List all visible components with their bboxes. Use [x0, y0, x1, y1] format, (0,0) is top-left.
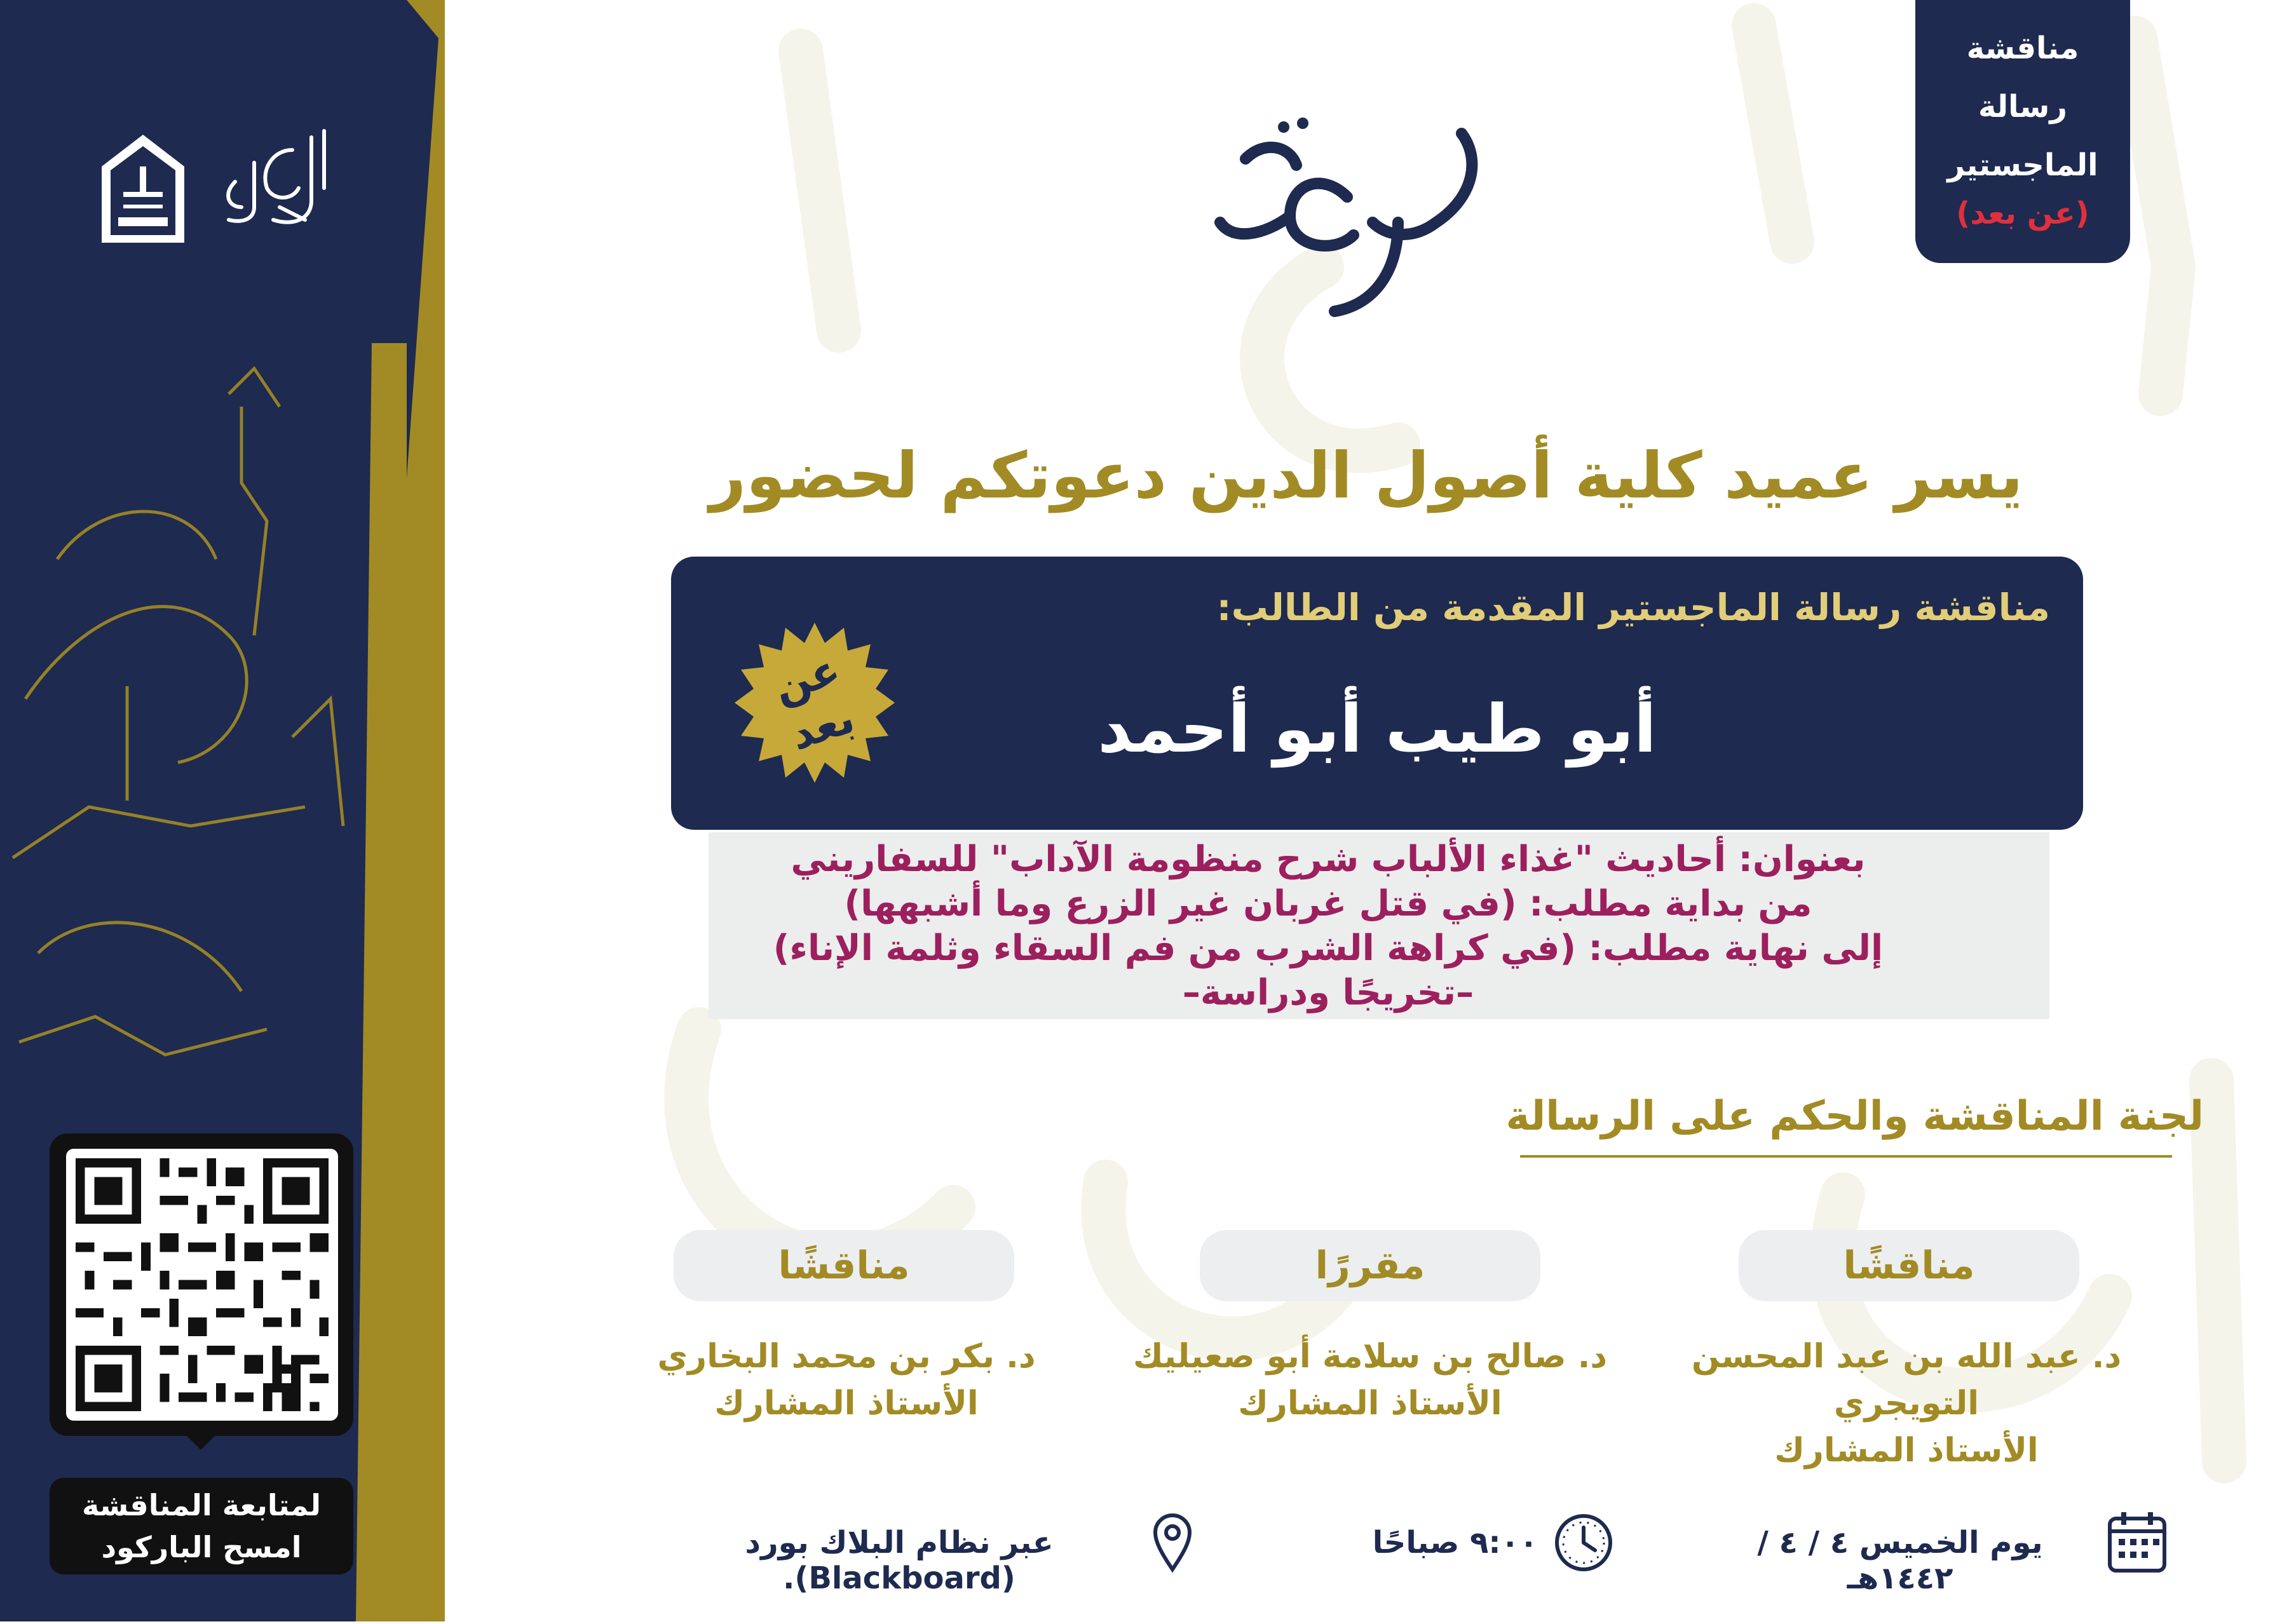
calendar-icon — [2107, 1510, 2167, 1573]
qr-instruction — [50, 1478, 353, 1574]
remote-seal-line-1: عن — [767, 644, 846, 712]
thesis-line-3: إلى نهاية مطلب: (في كراهة الشرب من فم السقاء وثلمة الإناء) — [773, 928, 1884, 969]
committee-role-2: مقررًا — [1200, 1230, 1540, 1301]
committee-divider — [1520, 1155, 2172, 1158]
remote-seal-line-2: بعد — [784, 693, 860, 760]
student-name: أبو طيب أبو أحمد — [1097, 690, 1657, 768]
imam-university-logo-icon — [95, 131, 191, 245]
location-pin-icon — [1151, 1512, 1193, 1573]
qr-pointer — [184, 1433, 217, 1450]
headline: يسر عميد كلية أصول الدين دعوتكم لحضور — [709, 438, 2023, 513]
committee-member-1 — [1665, 1333, 2148, 1474]
committee-member-3-name: د. بكر بن محمد البخاري — [657, 1337, 1036, 1376]
imam-university-logo — [95, 131, 191, 245]
clock-icon — [1553, 1512, 1614, 1573]
event-date: يوم الخميس ٤ / ٤ / ١٤٤٢هـ — [1757, 1525, 2043, 1596]
corner-tag-line-1: مناقشة — [1966, 30, 2079, 66]
committee-member-2 — [1129, 1333, 1612, 1427]
thesis-line-2: من بداية مطلب: (في قتل غربان غير الزرع وما أشبهها) — [844, 883, 1812, 924]
corner-tag-remote: (عن بعد) — [1956, 196, 2089, 231]
qr-instruction-line-1: لمتابعة المناقشة — [81, 1488, 322, 1522]
qr-code[interactable] — [66, 1149, 338, 1421]
corner-tag-line-3: الماجستير — [1947, 147, 2098, 183]
committee-role-1: مناقشًا — [1739, 1230, 2079, 1301]
committee-role-3: مناقشًا — [674, 1230, 1014, 1301]
committee-member-2-name: د. صالح بن سلامة أبو صعيليك — [1132, 1337, 1608, 1376]
thesis-line-4: –تخريجًا ودراسة– — [1182, 972, 1474, 1013]
thesis-line-1: بعنوان: أحاديث "غذاء الألباب شرح منظومة الآداب" للسفاريني — [791, 839, 1866, 880]
committee-member-2-title: الأستاذ المشارك — [1238, 1384, 1502, 1423]
committee-member-1-name: د. عبد الله بن عبد المحسن التويجري — [1691, 1337, 2122, 1423]
thesis-text — [737, 837, 1919, 1015]
invitation-calligraphy — [1207, 95, 1500, 337]
student-card — [671, 557, 2083, 830]
committee-title: لجنة المناقشة والحكم على الرسالة — [1505, 1093, 2204, 1140]
qr-instruction-line-2: امسح الباركود — [101, 1530, 302, 1564]
usul-calligraphy-logo-icon — [216, 125, 343, 233]
committee-member-3 — [605, 1333, 1088, 1427]
committee-member-3-title: الأستاذ المشارك — [714, 1384, 979, 1423]
corner-tag-line-2: رسالة — [1978, 89, 2067, 125]
event-time: ٩:٠٠ صباحًا — [1372, 1525, 1538, 1560]
event-venue: عبر نظام البلاك بورد (Blackboard). — [745, 1525, 1054, 1596]
usul-calligraphy-logo — [216, 125, 343, 233]
qr-code-icon — [66, 1149, 338, 1421]
corner-tag — [1915, 0, 2130, 263]
invitation-calligraphy-art — [1207, 95, 1500, 337]
student-card-caption: مناقشة رسالة الماجستير المقدمة من الطالب: — [1216, 586, 2050, 629]
committee-member-1-title: الأستاذ المشارك — [1774, 1431, 2039, 1470]
